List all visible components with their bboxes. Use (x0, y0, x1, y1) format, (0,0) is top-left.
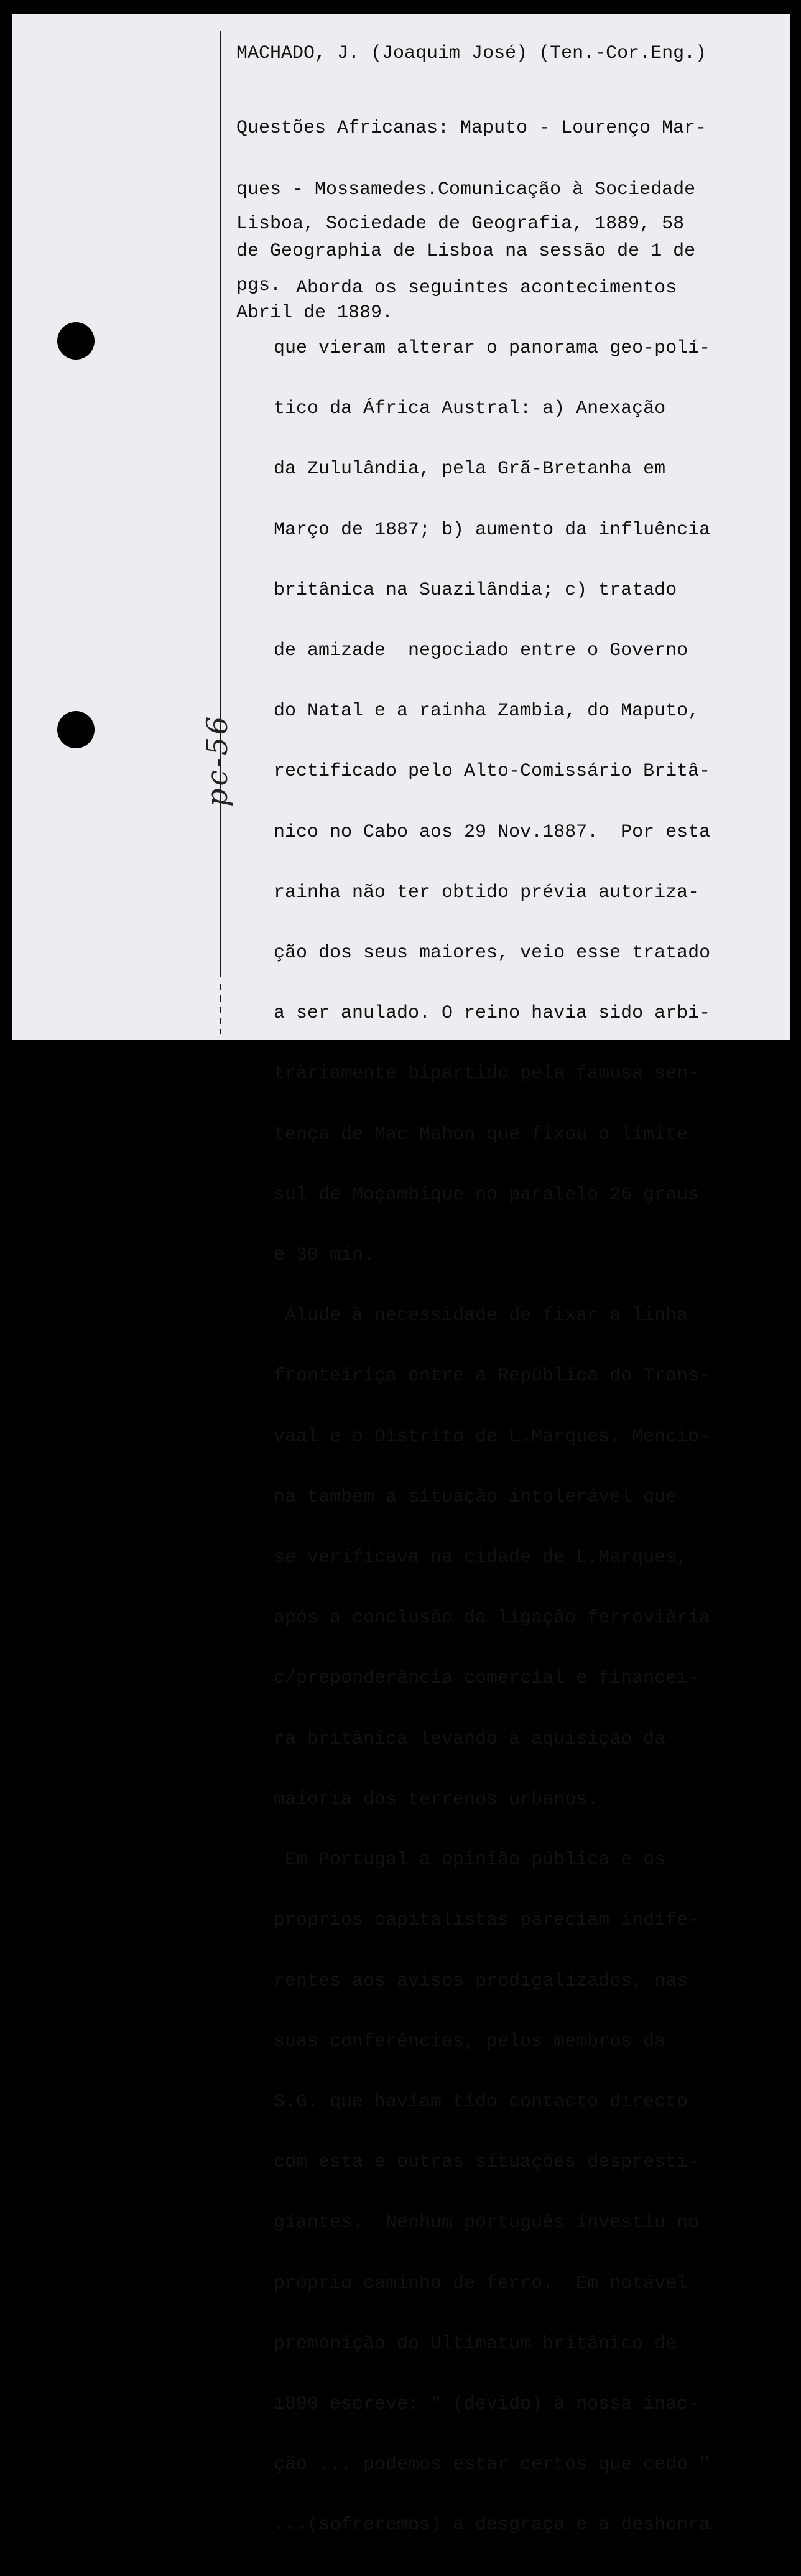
abstract-line: fronteiriça entre a República do Trans- (274, 1365, 711, 1387)
abstract-line: S.G. que haviam tido contacto directo (274, 2091, 688, 2113)
abstract-line: giantes. Nenhum português investiu no (274, 2212, 700, 2234)
margin-rule (220, 31, 221, 977)
imprint-line: pgs. (236, 275, 282, 296)
abstract-line: 1890 escreve: " (devido) à nossa inac- (274, 2393, 700, 2415)
abstract-line: premonição do Ultimatum britânico de (274, 2333, 677, 2355)
abstract-line: na também a situação intolerável que (274, 1486, 677, 1508)
abstract-line: ...(sofreremos) a desgraça e a deshonra (274, 2514, 711, 2536)
abstract-line: vaal e o Distrito de L.Marques. Mencio- (274, 1426, 711, 1448)
abstract-line: próprios capitalistas pareciam indife- (274, 1910, 700, 1932)
abstract-line: rectificado pelo Alto-Comissário Britâ- (274, 761, 711, 783)
handwritten-call-number: pc-56 (200, 714, 234, 807)
abstract-block (274, 238, 710, 2576)
abstract-line: de amizade negociado entre o Governo (274, 640, 688, 662)
title-line: ques - Mossamedes.Comunicação à Sociedade (236, 179, 696, 200)
abstract-line: ção ... podemos estar certos que cedo " (274, 2454, 711, 2476)
abstract-line: tràriamente bipartido pela famosa sen- (274, 1063, 700, 1085)
abstract-line: da Zululândia, pela Grã-Bretanha em (274, 458, 666, 480)
abstract-line: que vieram alterar o panorama geo-polí- (274, 338, 711, 360)
title-line: Questões Africanas: Maputo - Lourenço Mar- (236, 118, 707, 139)
abstract-line: e 30 min. (274, 1245, 375, 1267)
imprint-line: Lisboa, Sociedade de Geografia, 1889, 58 (236, 213, 685, 235)
abstract-line: ra britânica levando à aquisição da (274, 1728, 666, 1750)
abstract-line: suas conferências, pelos membros da (274, 2030, 666, 2052)
author-heading: MACHADO, J. (Joaquim José) (Ten.-Cor.Eng.) (236, 43, 707, 64)
title-line: de Geographia de Lisboa na sessão de 1 de (236, 241, 696, 262)
abstract-line: se verificava na cidade de L.Marques, (274, 1547, 688, 1569)
punch-hole (57, 711, 95, 748)
abstract-line: nico no Cabo aos 29 Nov.1887. Por esta (274, 821, 711, 843)
abstract-line: com esta e outras situações despresti- (274, 2152, 700, 2174)
abstract-line: britânica na Suazilândia; c) tratado (274, 579, 677, 601)
abstract-line: Alude à necessidade de fixar a linha (274, 1305, 688, 1327)
abstract-line: maioria dos terrenos urbanos. (274, 1788, 599, 1810)
abstract-line: sul de Moçambique no paralelo 26 graus (274, 1184, 700, 1206)
margin-rule-dashed (220, 984, 221, 1034)
punch-hole (57, 322, 95, 360)
abstract-line: rentes aos avisos prodigalizados, nas (274, 1970, 688, 1992)
abstract-line: tico da África Austral: a) Anexação (274, 398, 666, 420)
abstract-line: Março de 1887; b) aumento da influência (274, 519, 711, 541)
abstract-line: ção dos seus maiores, veio esse tratado (274, 942, 711, 964)
abstract-line: Em Portugal a opinião pública e os (274, 1849, 666, 1871)
abstract-line: Aborda os seguintes acontecimentos (274, 277, 677, 299)
catalog-card (12, 14, 790, 2536)
abstract-line: c/preponderância comercial e financei- (274, 1668, 700, 1690)
abstract-line: próprio caminho de ferro. Em notável (274, 2272, 688, 2294)
title-line: Abril de 1889. (236, 302, 394, 323)
abstract-line: rainha não ter obtido prévia autoriza- (274, 881, 700, 903)
abstract-line: tença de Mac Mahon que fixou o limite (274, 1123, 688, 1145)
abstract-line: do Natal e a rainha Zambia, do Maputo, (274, 700, 700, 722)
abstract-line: a ser anulado. O reino havia sido arbi- (274, 1003, 711, 1025)
abstract-line: após a conclusão da ligação ferroviària (274, 1607, 711, 1629)
